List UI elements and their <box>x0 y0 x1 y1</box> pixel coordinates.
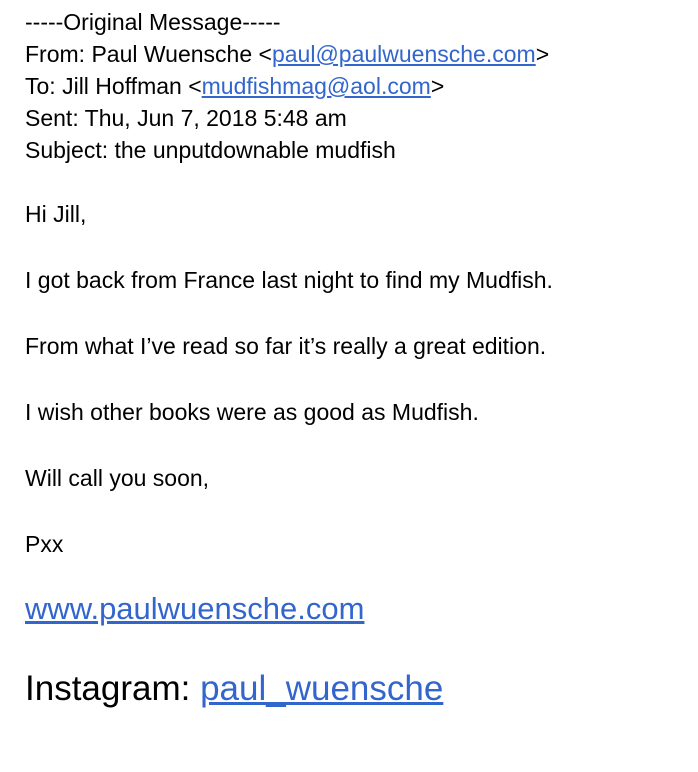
subject-line: Subject: the unputdownable mudfish <box>25 137 396 163</box>
website-link[interactable]: www.paulwuensche.com <box>25 591 365 626</box>
body-paragraph-3: I wish other books were as good as Mudfish. <box>25 399 479 425</box>
website-line <box>25 589 695 629</box>
to-name: Jill Hoffman <box>62 73 189 99</box>
original-message-header <box>25 6 695 166</box>
from-lt: < <box>258 41 272 67</box>
email-message <box>25 6 695 711</box>
from-label: From: <box>25 41 92 67</box>
body-paragraph-1: I got back from France last night to find my Mudfish. <box>25 267 553 293</box>
from-email-link[interactable]: paul@paulwuensche.com <box>271 41 536 67</box>
sent-line: Sent: Thu, Jun 7, 2018 5:48 am <box>25 105 347 131</box>
to-label: To: <box>25 73 63 99</box>
to-line <box>25 70 695 102</box>
from-name: Paul Wuensche <box>91 41 259 67</box>
original-message-divider: -----Original Message----- <box>25 9 281 35</box>
body-paragraph-2: From what I’ve read so far it’s really a great edition. <box>25 333 547 359</box>
signoff: Pxx <box>25 531 64 557</box>
to-gt: > <box>430 73 445 99</box>
instagram-label: Instagram: <box>25 669 201 708</box>
instagram-handle-link[interactable]: paul_wuensche <box>200 669 444 708</box>
from-gt: > <box>535 41 550 67</box>
instagram-line <box>25 667 695 711</box>
from-line <box>25 38 695 70</box>
greeting: Hi Jill, <box>25 201 87 227</box>
to-lt: < <box>188 73 202 99</box>
to-email-link[interactable]: mudfishmag@aol.com <box>201 73 431 99</box>
body-paragraph-4: Will call you soon, <box>25 465 210 491</box>
